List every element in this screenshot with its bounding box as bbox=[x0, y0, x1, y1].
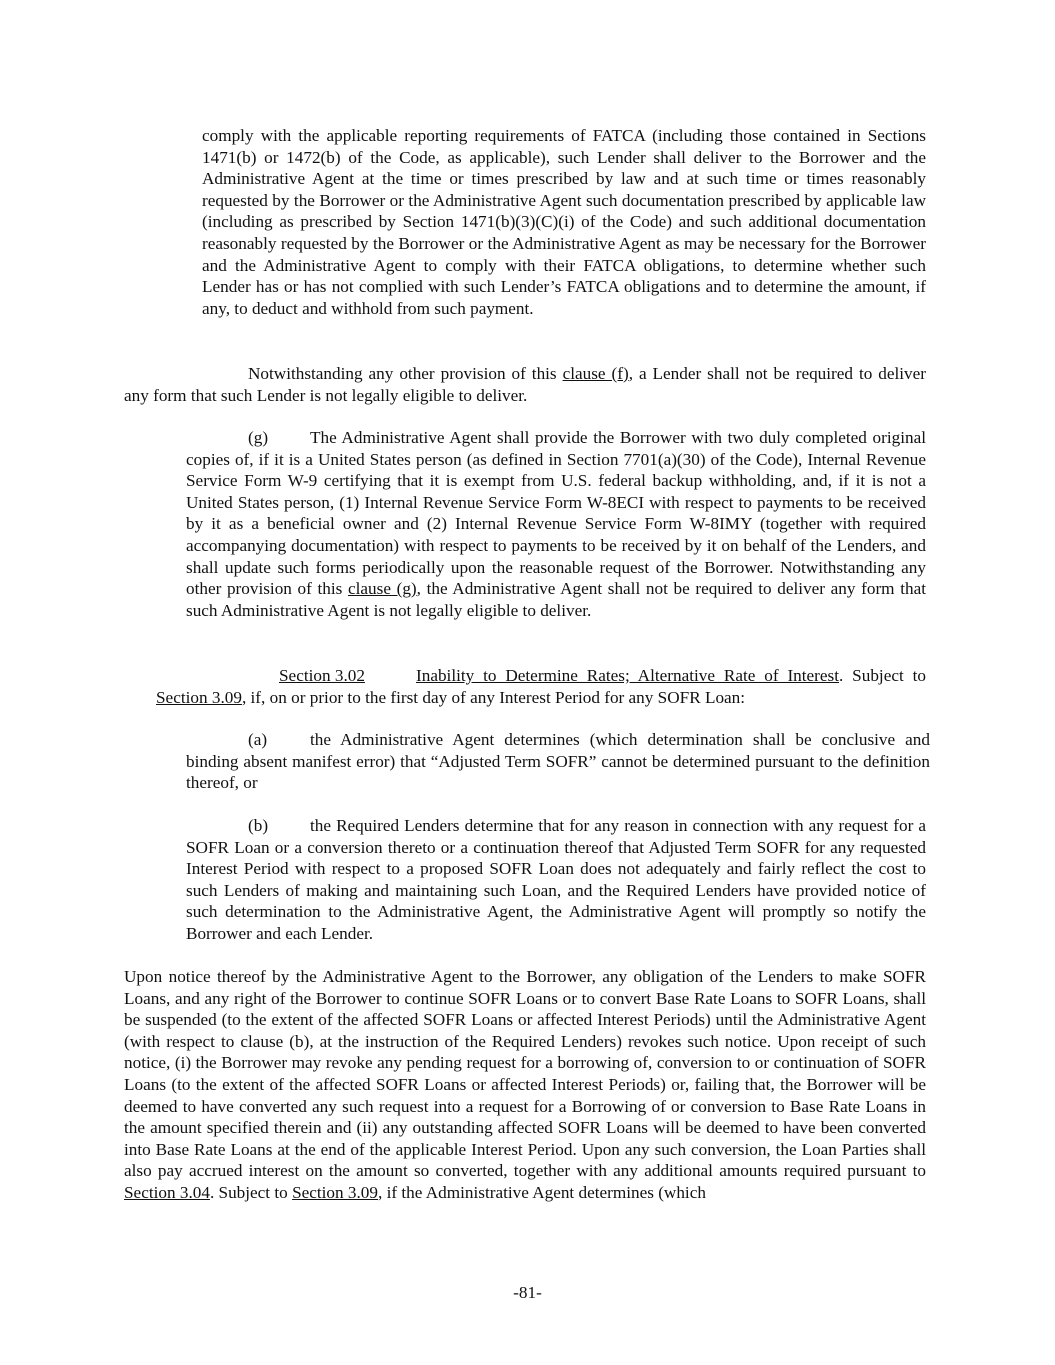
p2-text-before: Notwithstanding any other provision of this bbox=[248, 364, 563, 383]
section-3-04-reference: Section 3.04 bbox=[124, 1182, 210, 1202]
clause-g-label: (g) bbox=[248, 428, 269, 447]
clause-f-reference: clause (f) bbox=[562, 364, 629, 383]
clause-b-text: the Required Lenders determine that for any reason in connection with any request for a SOFR Loan or a conversion thereto or a continuation thereof that Adjusted Term SOFR for any requested Interest Period with respect to a proposed SOFR Loan does not adequately and fairly reflect the cost to such Lenders of making and maintaining such Loan, and the Required Lenders have provided notice of such determination to the Administrative Agent, the Administrative Agent will promptly so notify the Borrower and each Lender. bbox=[186, 816, 926, 943]
section-3-09-reference: Section 3.09 bbox=[156, 687, 242, 707]
fatca-text: comply with the applicable reporting requirements of FATCA (including those contained in Sections 1471(b) or 1472(b) of the Code, as applicable), such Lender shall deliver to the Borrower and the Administrative Agent at the time or times prescribed by law and at such time or times reasonably requested by the Borrower or the Administrative Agent such documentation prescribed by applicable law (including as prescribed by Section 1471(b)(3)(C)(i) of the Code) and such additional documentation reasonably requested by the Borrower or the Administrative Agent as may be necessary for the Borrower and the Administrative Agent to comply with their FATCA obligations, to determine whether such Lender has or has not complied with such Lender’s FATCA obligations and to determine the amount, if any, to deduct and withhold from such payment. bbox=[202, 126, 926, 318]
clause-g-paragraph bbox=[186, 427, 926, 621]
section-text-after: , if, on or prior to the first day of any Interest Period for any SOFR Loan: bbox=[241, 687, 746, 707]
notwithstanding-clause-f-paragraph bbox=[124, 363, 926, 406]
section-text-after-title: . Subject to bbox=[839, 666, 926, 685]
p3-text-after: , the Administrative Agent shall not be required to deliver any form that such Administrative Agent is not legally eligible to deliver. bbox=[186, 579, 926, 620]
clause-b-label: (b) bbox=[248, 816, 269, 835]
fatca-paragraph bbox=[202, 125, 926, 319]
p7-text-before: Upon notice thereof by the Administrative Agent to the Borrower, any obligation of the Lenders to make SOFR Loans, and any right of the Borrower to continue SOFR Loans or to convert Base Rate Loans to SOFR Loans, shall be suspended (to the extent of the affected SOFR Loans or affected Interest Periods) until the Administrative Agent (with respect to clause (b), at the instruction of the Required Lenders) revokes such notice. Upon receipt of such notice, (i) the Borrower may revoke any pending request for a borrowing of, conversion to or continuation of SOFR Loans (to the extent of the affected SOFR Loans or affected Interest Periods) or, failing that, the Borrower will be deemed to have converted any such request into a request for a Borrowing of or conversion to Base Rate Loans in the amount specified therein and (ii) any outstanding affected SOFR Loans will be deemed to have been converted into Base Rate Loans at the end of the applicable Interest Period. Upon any such conversion, the Loan Parties shall also pay accrued interest on the amount so converted, together with any additional amounts required pursuant to bbox=[124, 967, 926, 1181]
p2-text-after: , a Lender shall not be required to deliver any form that such Lender is not legally eligible to deliver. bbox=[124, 364, 927, 405]
section-3-02-paragraph bbox=[156, 665, 926, 708]
section-number: Section 3.02 bbox=[279, 666, 365, 685]
clause-a-paragraph bbox=[186, 729, 930, 794]
clause-a-text: the Administrative Agent determines (which determination shall be conclusive and binding absent manifest error) that “Adjusted Term SOFR” cannot be determined pursuant to the definition thereof, or bbox=[186, 730, 930, 793]
page-number: -81- bbox=[513, 1283, 542, 1302]
section-title: Inability to Determine Rates; Alternative Rate of Interest bbox=[416, 666, 839, 685]
p3-text-before: The Administrative Agent shall provide the Borrower with two duly completed original copies of, if it is a United States person (as defined in Section 7701(a)(30) of the Code), Internal Revenue Service Form W-9 certifying that it is exempt from U.S. federal backup withholding, and, if it is not a United States person, (1) Internal Revenue Service Form W-8ECI with respect to payments to be received by it as a beneficial owner and (2) Internal Revenue Service Form W-8IMY (together with required accompanying documentation) with respect to payments to be received by it on behalf of the Lenders, and shall update such forms periodically upon the reasonable request of the Borrower. Notwithstanding any other provision of this bbox=[186, 428, 926, 599]
p7-text-middle: . Subject to bbox=[209, 1182, 293, 1202]
p7-text-after: , if the Administrative Agent determines (which bbox=[378, 1182, 706, 1202]
section-3-09-reference-2: Section 3.09 bbox=[292, 1182, 378, 1202]
clause-b-paragraph bbox=[186, 815, 926, 945]
clause-a-label: (a) bbox=[248, 730, 268, 749]
clause-g-reference: clause (g) bbox=[348, 579, 417, 599]
upon-notice-paragraph bbox=[124, 966, 926, 1204]
